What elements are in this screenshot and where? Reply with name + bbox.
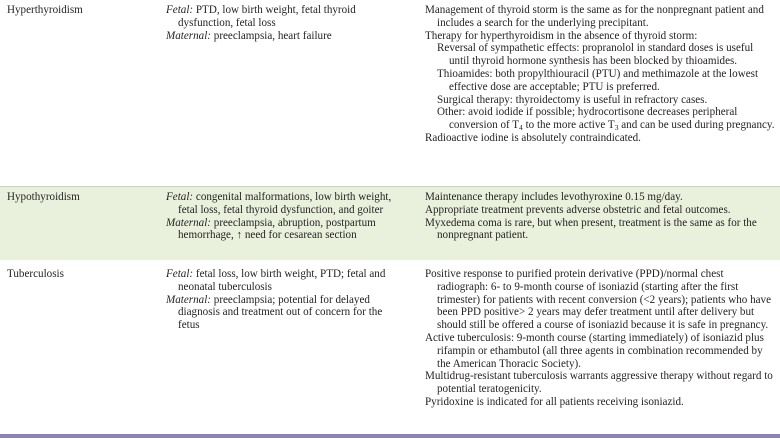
table-row xyxy=(0,186,780,260)
fetal-text: PTD, low birth weight, fetal thyroid dysfunction, fetal loss xyxy=(178,4,356,29)
management-cell xyxy=(425,4,775,145)
management-paragraph: Appropriate treatment prevents adverse obstetric and fetal outcomes. xyxy=(425,203,731,216)
management-paragraph: Myxedema coma is rare, but when present, treatment is the same as for the nonpregnant patient. xyxy=(425,216,757,242)
maternal-outcomes xyxy=(166,30,406,43)
management-paragraph: Management of thyroid storm is the same as for the nonpregnant patient and includes a search for the underlying precipitant. xyxy=(425,4,764,29)
subitem-text: to the more active T xyxy=(522,119,615,132)
maternal-text: preeclampsia, abruption, postpartum hemorrhage, ↑ need for cesarean section xyxy=(178,216,376,242)
management-subitem: Reversal of sympathetic effects: propranolol in standard doses is useful until thyroid hormone synthesis has been blocked by thioamides. xyxy=(437,42,754,68)
management-paragraph: Maintenance therapy includes levothyroxine 0.15 mg/day. xyxy=(425,191,683,203)
row-divider xyxy=(0,186,780,187)
maternal-label: Maternal: xyxy=(166,293,211,306)
management-cell xyxy=(425,191,775,242)
fetal-text: fetal loss, low birth weight, PTD; fetal and neonatal tuberculosis xyxy=(178,268,386,293)
fetal-label: Fetal: xyxy=(166,4,194,16)
table-row xyxy=(0,4,780,183)
outcomes-cell xyxy=(166,191,406,242)
condition-cell xyxy=(7,268,157,281)
outcomes-cell xyxy=(166,268,406,332)
condition-name: Hyperthyroidism xyxy=(7,4,83,16)
fetal-text: congenital malformations, low birth weight, fetal loss, fetal thyroid dysfunction, and goiter xyxy=(178,191,392,216)
condition-cell xyxy=(7,191,157,204)
table-bottom-rule xyxy=(0,434,780,438)
maternal-text: preeclampsia, heart failure xyxy=(213,29,332,42)
outcomes-cell xyxy=(166,4,406,42)
maternal-outcomes xyxy=(166,294,406,332)
condition-cell xyxy=(7,4,157,17)
fetal-outcomes xyxy=(166,191,406,217)
fetal-outcomes xyxy=(166,4,406,30)
maternal-text: preeclampsia; potential for delayed diagnosis and treatment out of concern for the fetus xyxy=(178,293,383,332)
subscript: 3 xyxy=(614,123,619,133)
fetal-outcomes xyxy=(166,268,406,294)
condition-name: Hypothyroidism xyxy=(7,191,80,203)
management-cell xyxy=(425,268,775,409)
management-subitem xyxy=(425,106,775,132)
management-subitem: Thioamides: both propylthiouracil (PTU) and methimazole at the lowest effective dose are acceptable; PTU is preferred. xyxy=(437,67,759,93)
management-paragraph: Radioactive iodine is absolutely contraindicated. xyxy=(425,131,641,144)
management-paragraph: Pyridoxine is indicated for all patients receiving isoniazid. xyxy=(425,395,684,408)
management-paragraph: Therapy for hyperthyroidism in the absence of thyroid storm: xyxy=(425,29,698,42)
maternal-outcomes xyxy=(166,217,406,243)
maternal-label: Maternal: xyxy=(166,216,211,229)
table-row xyxy=(0,268,780,432)
management-paragraph: Multidrug-resistant tuberculosis warrants aggressive therapy without regard to potential teratogenicity. xyxy=(425,370,773,396)
management-subitem: Surgical therapy: thyroidectomy is useful in refractory cases. xyxy=(437,93,708,106)
subscript: 4 xyxy=(519,123,523,133)
management-paragraph: Active tuberculosis: 9-month course (starting immediately) of isoniazid plus rifampin or ethambutol (all three agents in combination recommended by the American Thoracic Society). xyxy=(425,331,764,370)
management-paragraph: Positive response to purified protein derivative (PPD)/normal chest radiograph: 6- to 9-month course of isoniazid (starting after the first trimester) for patients with recent conversion (<2 years); patients who have been PPD positive> 2 years may defer treatment until after delivery but should still be offered a course of isoniazid because it is safe in pregnancy. xyxy=(425,268,772,332)
maternal-label: Maternal: xyxy=(166,29,211,42)
condition-name: Tuberculosis xyxy=(7,268,64,280)
subitem-text: and can be used during pregnancy. xyxy=(618,119,775,132)
fetal-label: Fetal: xyxy=(166,191,194,203)
fetal-label: Fetal: xyxy=(166,268,194,280)
subitem-text: Other: avoid iodide if possible; hydrocortisone decreases peripheral conversion of T xyxy=(437,106,738,132)
